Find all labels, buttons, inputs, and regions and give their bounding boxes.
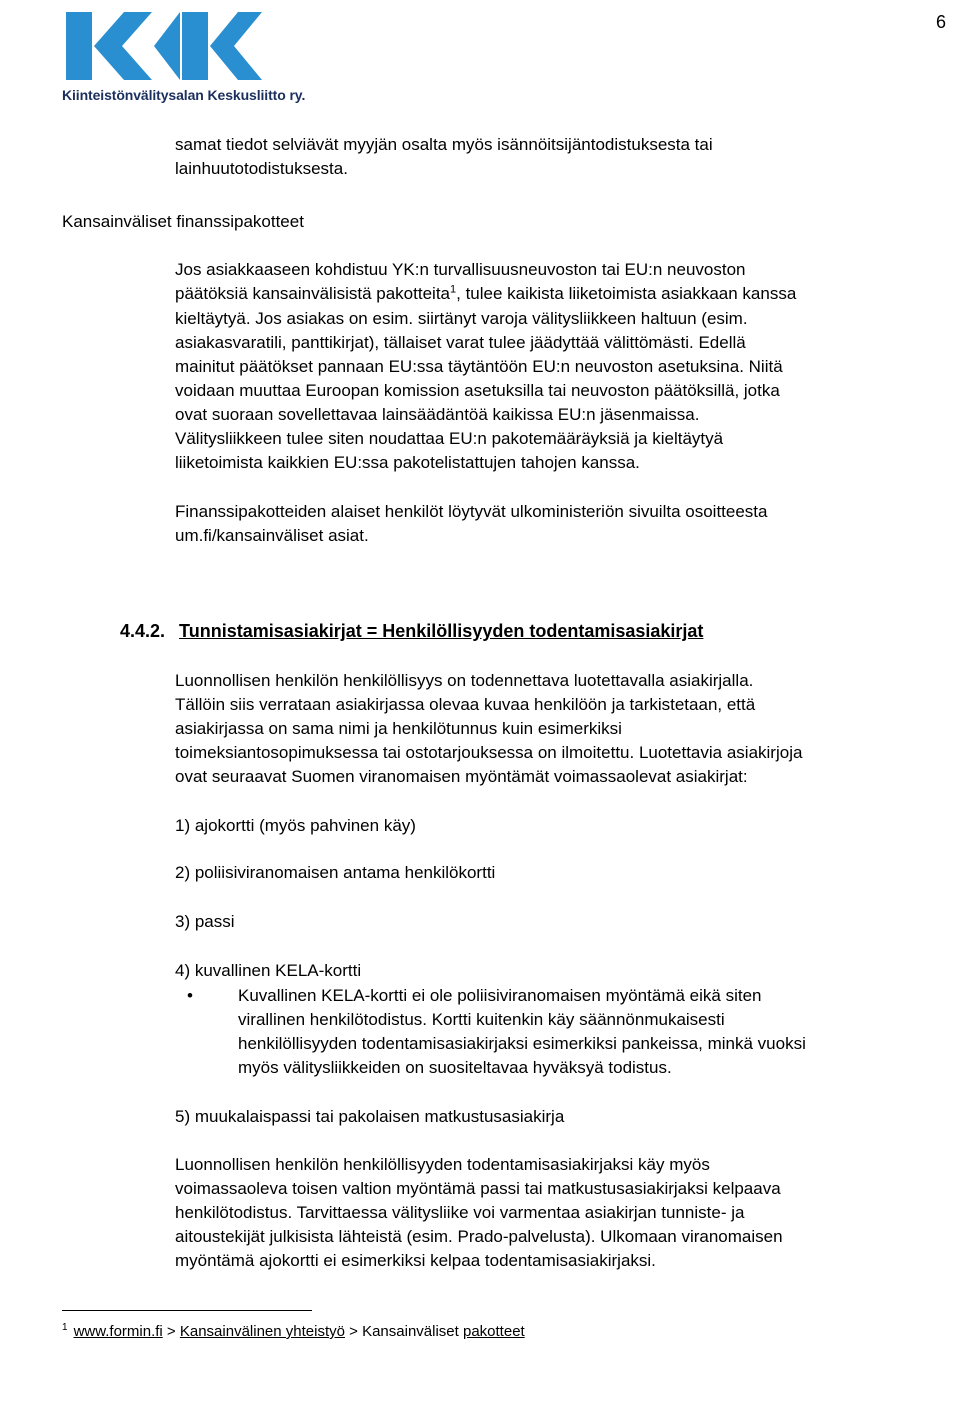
paragraph-line: asiakirjassa on sama nimi ja henkilötunnus kuin esimerkiksi: [175, 719, 622, 738]
paragraph-line: Välitysliikkeen tulee siten noudattaa EU:n pakotemääräyksiä ja kieltäytyä: [175, 429, 724, 448]
paragraph-line: voimassaoleva toisen valtion myöntämä passi tai matkustusasiakirjaksi kelpaava: [175, 1179, 781, 1198]
kvkl-logo-mark: [62, 8, 262, 84]
list-item: 5) muukalaispassi tai pakolaisen matkustusasiakirja: [175, 1107, 565, 1126]
paragraph-line: toimeksiantosopimuksessa tai ostotarjouksessa on ilmoitettu. Luotettavia asiakirjoja: [175, 743, 803, 762]
footnote-separator: >: [344, 1323, 363, 1340]
paragraph-line: Tällöin siis verrataan asiakirjassa olevaa kuvaa henkilöön ja tarkistetaan, että: [175, 695, 756, 714]
paragraph-line: liiketoimista kaikkien EU:ssa pakotelistattujen tahojen kanssa.: [175, 453, 640, 472]
paragraph-line: Finanssipakotteiden alaiset henkilöt löytyvät ulkoministeriön sivuilta osoitteesta: [175, 502, 768, 521]
paragraph-line: mainitut päätökset pannaan EU:ssa täytäntöön EU:n neuvoston asetuksina. Niitä: [175, 357, 783, 376]
section-title: Kansainväliset finanssipakotteet: [62, 212, 304, 231]
intro-line: samat tiedot selviävät myyjän osalta myös isännöitsijäntodistuksesta tai: [175, 135, 713, 154]
paragraph-line: asiakasvaratili, panttikirjat), tällaiset varat tulee jäädyttää välittömästi. Edellä: [175, 333, 746, 352]
footnote-marker: 1: [62, 1322, 68, 1333]
bullet-line: myös välitysliikkeiden on suositeltavaa hyväksyä todistus.: [238, 1058, 672, 1077]
paragraph-line: um.fi/kansainväliset asiat.: [175, 526, 369, 545]
bullet-icon: •: [187, 986, 193, 1005]
intro-line: lainhuutotodistuksesta.: [175, 159, 348, 178]
list-item: 4) kuvallinen KELA-kortti: [175, 961, 362, 980]
paragraph-text: , tulee kaikista liiketoimista asiakkaan kanssa: [456, 284, 797, 303]
page-number: 6: [935, 12, 946, 32]
bullet-line: Kuvallinen KELA-kortti ei ole poliisiviranomaisen myöntämä eikä siten: [238, 986, 762, 1005]
paragraph-line: aitoustekijät julkisista lähteistä (esim. Prado-palvelusta). Ulkomaan viranomaisen: [175, 1227, 783, 1246]
paragraph-line: [175, 282, 796, 306]
footnote-reference: 1: [450, 283, 457, 296]
paragraph-line: myöntämä ajokortti ei esimerkiksi kelpaa todentamisasiakirjaksi.: [175, 1251, 656, 1270]
bullet-line: henkilöllisyyden todentamisasiakirjaksi esimerkiksi pankeissa, minkä vuoksi: [238, 1034, 806, 1053]
organization-logo: [62, 8, 306, 108]
bullet-line: virallinen henkilötodistus. Kortti kuitenkin käy säännönmukaisesti: [238, 1010, 725, 1029]
paragraph-line: henkilötodistus. Tarvittaessa välitysliike voi varmentaa asiakirjan tunniste- ja: [175, 1203, 745, 1222]
section-heading: [120, 621, 703, 642]
heading-title: Tunnistamisasiakirjat = Henkilöllisyyden todentamisasiakirjat: [179, 621, 704, 641]
footnote-text: Kansainväliset: [362, 1323, 463, 1340]
paragraph-line: ovat suoraan sovellettavaa lainsäädäntöä kaikissa EU:n jäsenmaissa.: [175, 405, 700, 424]
footnote-divider: [62, 1310, 312, 1311]
paragraph-line: Jos asiakkaaseen kohdistuu YK:n turvallisuusneuvoston tai EU:n neuvoston: [175, 260, 746, 279]
footnote-link-formin[interactable]: www.formin.fi: [73, 1323, 163, 1340]
footnote-separator: >: [162, 1323, 180, 1340]
paragraph-line: Luonnollisen henkilön henkilöllisyys on todennettava luotettavalla asiakirjalla.: [175, 671, 754, 690]
footnote-link-kansainvalinen-yhteistyo[interactable]: Kansainvälinen yhteistyö: [179, 1323, 345, 1340]
list-item: 2) poliisiviranomaisen antama henkilökortti: [175, 863, 496, 882]
paragraph-line: voidaan muuttaa Euroopan komission asetuksilla tai neuvoston päätöksillä, jotka: [175, 381, 780, 400]
paragraph-text: päätöksiä kansainvälisistä pakotteita: [175, 284, 450, 303]
paragraph-line: Luonnollisen henkilön henkilöllisyyden todentamisasiakirjaksi käy myös: [175, 1155, 710, 1174]
logo-text: Kiinteistönvälitysalan Keskusliitto ry.: [62, 87, 306, 103]
footnote: [62, 1322, 525, 1342]
paragraph-line: ovat seuraavat Suomen viranomaisen myöntämät voimassaolevat asiakirjat:: [175, 767, 748, 786]
list-item: 3) passi: [175, 912, 235, 931]
list-item: 1) ajokortti (myös pahvinen käy): [175, 816, 416, 835]
footnote-link-pakotteet[interactable]: pakotteet: [462, 1323, 525, 1340]
heading-number: 4.4.2.: [120, 621, 166, 641]
paragraph-line: kieltäytyä. Jos asiakas on esim. siirtänyt varoja välitysliikkeen haltuun (esim.: [175, 309, 748, 328]
